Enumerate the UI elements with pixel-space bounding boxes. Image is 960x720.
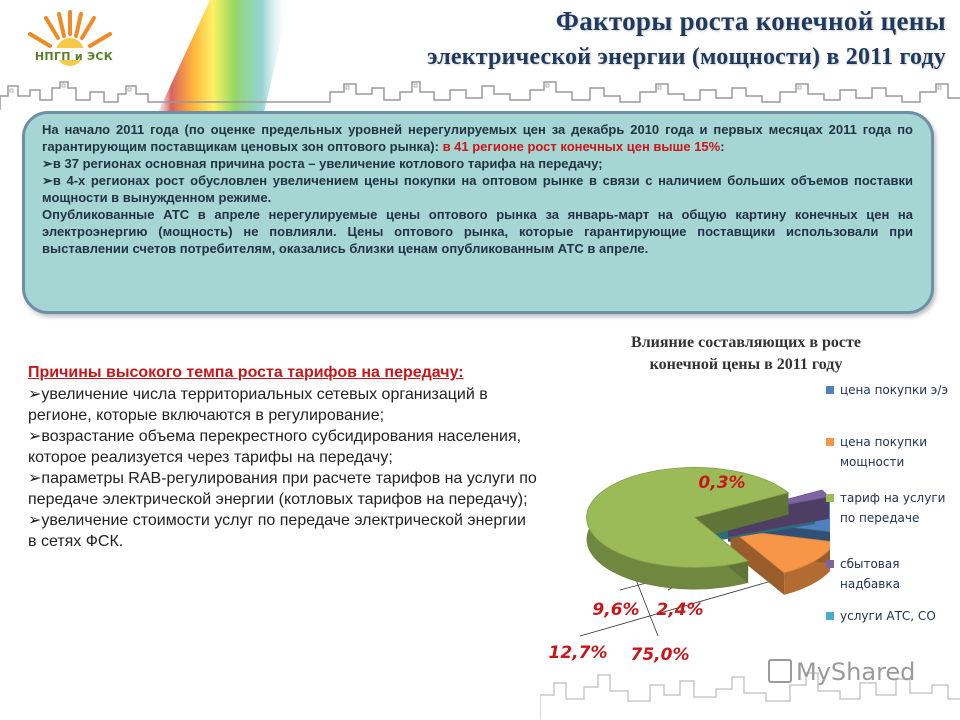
arrow-bullet-icon: ➢ — [42, 173, 53, 188]
legend-item — [826, 380, 956, 432]
arrow-bullet-icon: ➢ — [28, 428, 42, 445]
legend-swatch — [826, 494, 834, 502]
watermark — [768, 658, 915, 686]
list-item — [28, 384, 538, 426]
pie-data-label: 9,6% — [592, 600, 640, 620]
legend-label: услуги АТС, СО — [840, 609, 936, 623]
info-p1-end: : — [720, 139, 725, 154]
list-item — [28, 468, 538, 510]
info-paragraph-1 — [42, 121, 913, 155]
list-item-text: увеличение стоимости услуг по передаче электрической энергии в сетях ФСК. — [28, 512, 526, 550]
chart-title-line2: конечной цены в 2011 году — [649, 356, 843, 373]
legend-swatch — [826, 560, 834, 568]
info-paragraph-2: Опубликованные АТС в апреле нерегулируемые цены оптового рынка за январь-март на общую картину конечных цен на электроэнергию (мощность) не повлияли. Цены оптового рынка, которые гарантирующие поставщики использовали при выставлении счетов потребителям, оказались близки ценам опубликованным АТС в апреле. — [42, 207, 913, 256]
info-bullet-2-text: в 4-х регионах рост обусловлен увеличением цены покупки на оптовом рынке в связи с наличием больших объемов поставки мощности в вынужденном режиме. — [42, 173, 913, 205]
pie-chart — [540, 440, 830, 670]
legend-label: цена покупки мощности — [840, 435, 927, 469]
legend-item — [826, 554, 956, 606]
info-bullet-2 — [42, 172, 913, 206]
presentation-icon — [768, 659, 792, 683]
watermark-text: MyShared — [796, 658, 916, 686]
info-bullet-1-text: в 37 регионах основная причина роста – увеличение котлового тарифа на передачу; — [52, 156, 603, 171]
skyline-decoration-top — [0, 72, 960, 112]
pie-data-label: 75,0% — [630, 645, 690, 665]
reasons-list — [28, 362, 538, 552]
company-logo — [22, 6, 118, 74]
pie-data-label: 12,7% — [548, 643, 608, 663]
legend-item — [826, 432, 956, 488]
list-item — [28, 510, 538, 552]
page-title-line2: электрической энергии (мощности) в 2011 году — [427, 44, 946, 70]
info-bullet-1 — [42, 155, 913, 172]
info-p1-start: На начало 2011 года (по оценке предельных уровней нерегулируемых цен за декабрь 2010 года и первых месяцах 2011 года по гарантирующим поставщикам ценовых зон оптового рынка): — [42, 122, 913, 154]
arrow-bullet-icon: ➢ — [28, 512, 42, 529]
legend-item — [826, 488, 956, 554]
info-box — [22, 111, 934, 314]
arrow-bullet-icon: ➢ — [28, 470, 42, 487]
info-p1-highlight: в 41 регионе рост конечных цен выше 15% — [442, 139, 721, 154]
list-item-text: возрастание объема перекрестного субсидирования населения, которое реализуется через тарифы на передачу; — [28, 428, 522, 466]
list-item-text: параметры RAB-регулирования при расчете тарифов на услуги по передаче электрической энергии (котловых тарифов на передачу); — [28, 470, 537, 508]
legend-label: тариф на услуги по передаче — [840, 491, 946, 525]
legend-item — [826, 606, 956, 646]
logo-text: НПГП и ЭСК — [34, 50, 114, 63]
list-item-text: увеличение числа территориальных сетевых организаций в регионе, которые включаются в регулирование; — [28, 386, 488, 424]
chart-title-line1: Влияние составляющих в росте — [631, 334, 861, 351]
legend-swatch — [826, 612, 834, 620]
list-item — [28, 426, 538, 468]
pie-data-label: 0,3% — [698, 473, 746, 493]
legend-swatch — [826, 386, 834, 394]
chart-legend — [826, 380, 956, 646]
legend-swatch — [826, 438, 834, 446]
arrow-bullet-icon: ➢ — [28, 386, 42, 403]
arrow-bullet-icon: ➢ — [42, 156, 53, 171]
reasons-heading: Причины высокого темпа роста тарифов на передачу: — [28, 364, 464, 381]
pie-data-label: 2,4% — [656, 600, 704, 620]
page-title-line1: Факторы роста конечной цены — [555, 6, 946, 36]
legend-label: цена покупки э/э — [840, 383, 949, 397]
legend-label: сбытовая надбавка — [840, 557, 900, 591]
